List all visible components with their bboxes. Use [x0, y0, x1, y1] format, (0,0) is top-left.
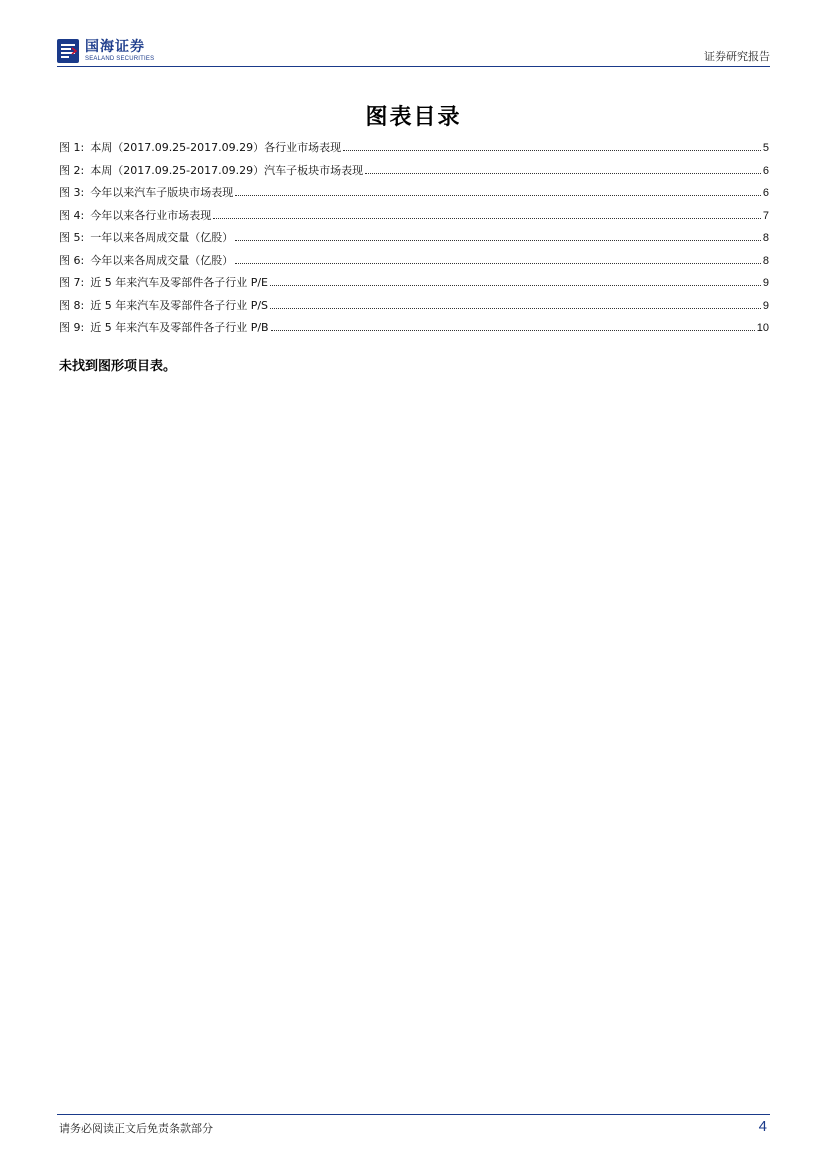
toc-leader — [270, 307, 761, 309]
toc-entry-label: 图 7: — [59, 276, 85, 289]
toc-entry-title: 近 5 年来汽车及零部件各子行业 P/S — [90, 298, 269, 312]
toc-entry-page: 6 — [762, 164, 769, 177]
toc-entry-title: 近 5 年来汽车及零部件各子行业 P/B — [90, 321, 269, 334]
toc-entry-label: 图 3: — [59, 186, 85, 199]
toc-entry[interactable] — [59, 184, 769, 207]
toc-entry-page: 5 — [762, 142, 769, 154]
toc-leader — [271, 329, 755, 331]
toc-leader — [235, 239, 761, 241]
header-divider — [57, 66, 770, 67]
toc-leader — [235, 262, 761, 264]
toc-entry[interactable] — [59, 252, 769, 275]
figure-list — [59, 139, 769, 342]
toc-entry[interactable] — [59, 139, 769, 162]
toc-entry-title: 本周（2017.09.25-2017.09.29）汽车子板块市场表现 — [90, 163, 364, 177]
toc-entry-page: 7 — [762, 209, 769, 222]
toc-entry-title: 本周（2017.09.25-2017.09.29）各行业市场表现 — [90, 141, 342, 154]
toc-entry-label: 图 1: — [59, 141, 85, 154]
toc-entry-title: 近 5 年来汽车及零部件各子行业 P/E — [90, 276, 268, 289]
toc-entry-title: 今年以来各周成交量（亿股） — [90, 253, 234, 267]
toc-entry-label: 图 8: — [59, 298, 85, 312]
toc-entry-label: 图 5: — [59, 231, 85, 244]
toc-leader — [213, 217, 761, 219]
toc-leader — [235, 194, 761, 196]
toc-entry-page: 9 — [762, 299, 769, 312]
toc-entry-page: 10 — [756, 322, 769, 334]
toc-leader — [343, 149, 761, 151]
toc-entry[interactable] — [59, 274, 769, 297]
toc-entry-title: 今年以来各行业市场表现 — [90, 208, 212, 222]
logo-english-name: SEALAND SECURITIES — [85, 56, 155, 62]
toc-leader — [365, 172, 761, 174]
toc-entry-page: 8 — [762, 254, 769, 267]
toc-entry[interactable] — [59, 229, 769, 252]
toc-entry-label: 图 6: — [59, 253, 85, 267]
toc-entry-title: 一年以来各周成交量（亿股） — [90, 231, 234, 244]
page-number: 4 — [758, 1118, 767, 1135]
footer-divider — [57, 1114, 770, 1115]
toc-entry-label: 图 4: — [59, 208, 85, 222]
sealand-logo — [57, 38, 154, 64]
toc-entry-page: 8 — [762, 232, 769, 244]
not-found-message: 未找到图形项目表。 — [59, 359, 177, 374]
toc-entry-page: 9 — [762, 277, 769, 289]
toc-entry-label: 图 2: — [59, 163, 85, 177]
toc-entry[interactable] — [59, 207, 769, 230]
toc-entry-page: 6 — [762, 187, 769, 199]
toc-entry[interactable] — [59, 162, 769, 185]
toc-entry[interactable] — [59, 297, 769, 320]
toc-leader — [270, 284, 761, 286]
footer-disclaimer: 请务必阅读正文后免责条款部分 — [59, 1122, 213, 1135]
toc-entry-label: 图 9: — [59, 321, 85, 334]
sealand-logo-icon — [57, 39, 79, 63]
toc-title: 图表目录 — [365, 105, 462, 130]
toc-entry-title: 今年以来汽车子版块市场表现 — [90, 186, 234, 199]
toc-entry[interactable] — [59, 319, 769, 342]
page-header — [57, 38, 770, 64]
logo-chinese-name: 国海证券 — [85, 39, 145, 55]
report-type-label: 证券研究报告 — [704, 50, 770, 63]
